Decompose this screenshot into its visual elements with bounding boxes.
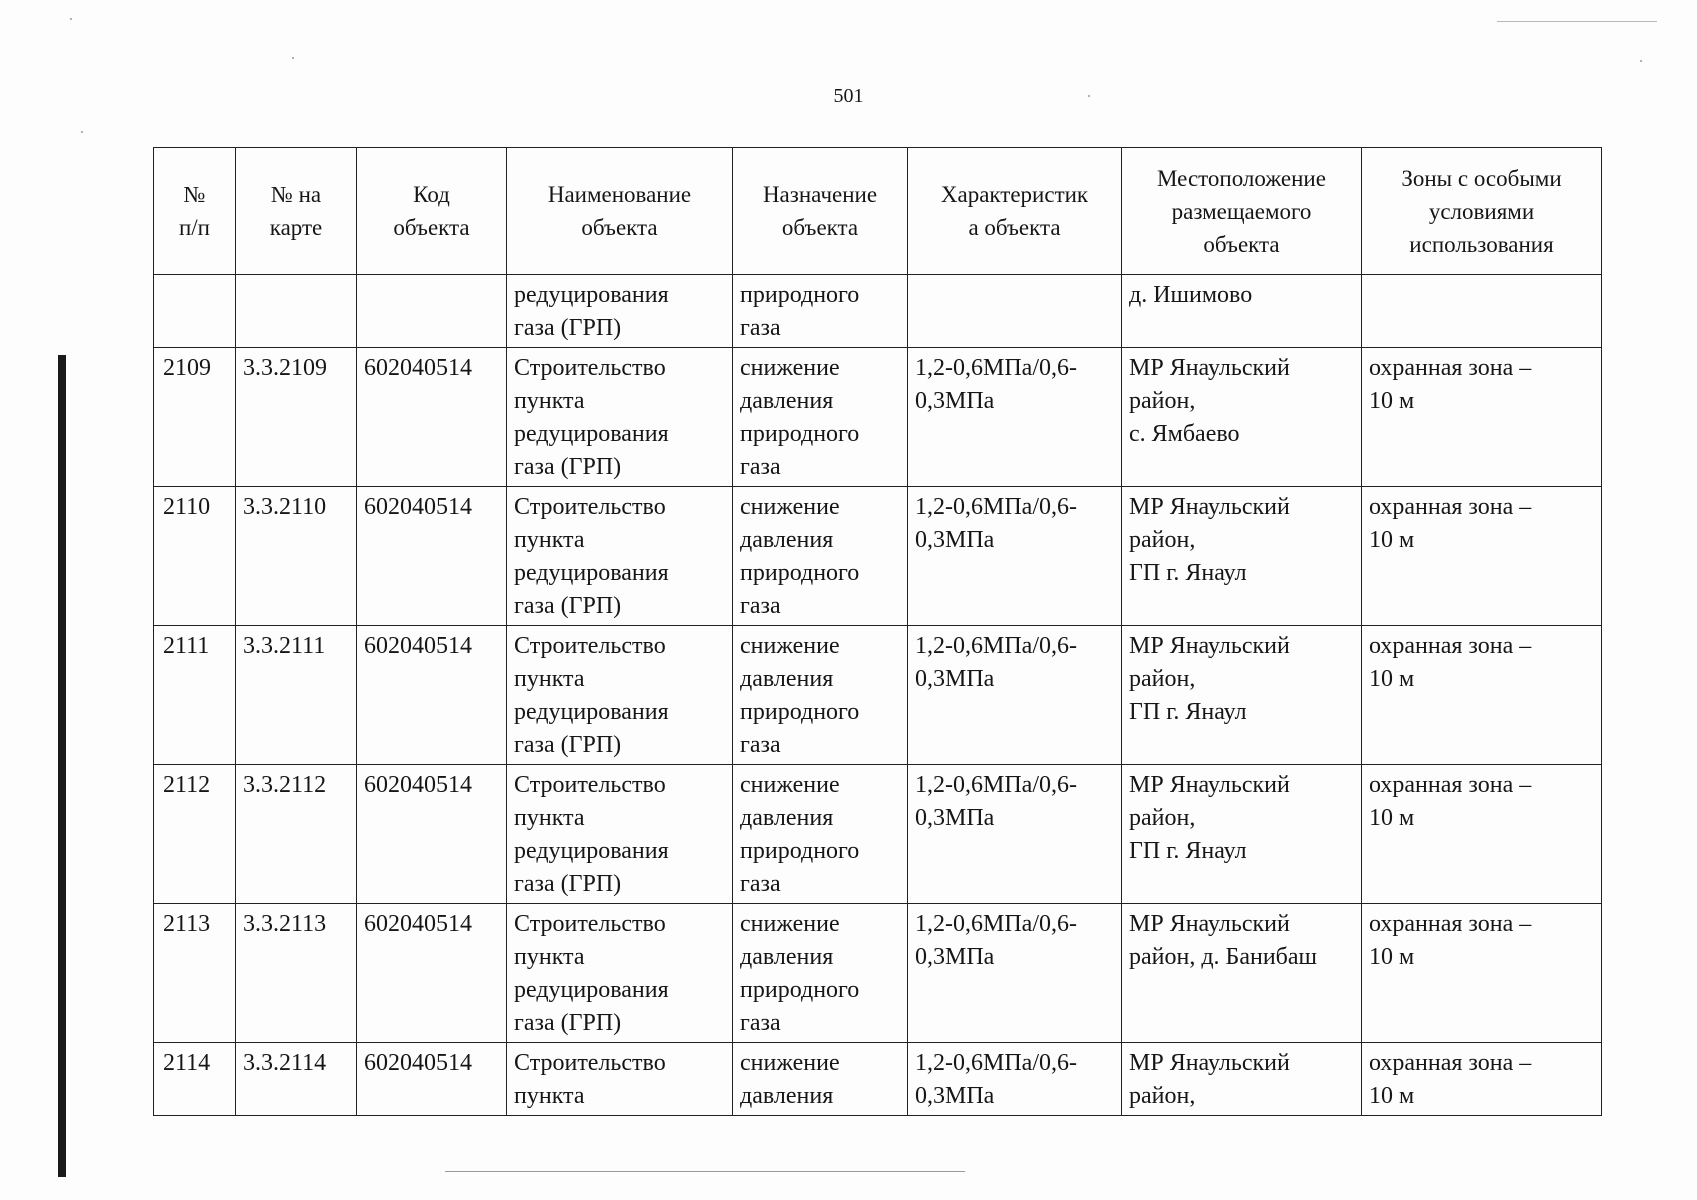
header-label: Наименование объекта <box>547 182 692 240</box>
special-zones-cell <box>1362 904 1602 1043</box>
row-number-cell <box>154 626 236 765</box>
object-name-cell <box>507 904 733 1043</box>
map-number-cell <box>236 626 357 765</box>
cell-text: 2112 <box>163 772 211 798</box>
scan-edge-shadow <box>58 355 66 1177</box>
scan-speck <box>1640 60 1642 62</box>
scan-speck <box>70 18 72 20</box>
object-purpose-cell <box>733 1043 908 1116</box>
cell-text: МР Янаульский район, д. Банибаш <box>1129 911 1318 970</box>
object-name-cell <box>507 765 733 904</box>
cell-text: охранная зона – 10 м <box>1369 1050 1532 1109</box>
cell-text: снижение давления природного газа <box>740 355 860 480</box>
object-code-cell <box>357 1043 507 1116</box>
object-purpose-cell <box>733 626 908 765</box>
cell-text: охранная зона – 10 м <box>1369 633 1532 692</box>
object-code-cell <box>357 487 507 626</box>
cell-text: редуцирования газа (ГРП) <box>514 282 669 341</box>
object-name-cell <box>507 275 733 348</box>
map-number-cell <box>236 904 357 1043</box>
cell-text: охранная зона – 10 м <box>1369 772 1532 831</box>
cell-text: 1,2-0,6МПа/0,6- 0,3МПа <box>915 772 1077 831</box>
table-row <box>154 904 1602 1043</box>
object-purpose-cell <box>733 487 908 626</box>
row-number-cell <box>154 348 236 487</box>
object-name-cell <box>507 1043 733 1116</box>
row-number-cell <box>154 487 236 626</box>
cell-text: Строительство пункта редуцирования газа (ГРП) <box>514 355 669 480</box>
map-number-cell <box>236 348 357 487</box>
cell-text: 3.3.2109 <box>243 355 327 381</box>
cell-text: 602040514 <box>364 494 472 520</box>
cell-text: снижение давления природного газа <box>740 772 860 897</box>
cell-text: МР Янаульский район, ГП г. Янаул <box>1129 494 1290 586</box>
cell-text: охранная зона – 10 м <box>1369 355 1532 414</box>
cell-text: МР Янаульский район, с. Ямбаево <box>1129 355 1290 447</box>
table-header-row <box>154 148 1602 275</box>
cell-text: Строительство пункта редуцирования газа (ГРП) <box>514 911 669 1036</box>
header-label: № п/п <box>178 182 210 240</box>
scan-artifact-line <box>445 1171 965 1172</box>
cell-text: д. Ишимово <box>1129 282 1253 308</box>
header-object-characteristics <box>908 148 1122 275</box>
object-purpose-cell <box>733 765 908 904</box>
cell-text: 602040514 <box>364 633 472 659</box>
cell-text: 602040514 <box>364 772 472 798</box>
row-number-cell <box>154 765 236 904</box>
cell-text: 3.3.2111 <box>243 633 326 659</box>
special-zones-cell <box>1362 275 1602 348</box>
map-number-cell <box>236 275 357 348</box>
scan-artifact-line <box>1497 21 1657 22</box>
object-characteristics-cell <box>908 487 1122 626</box>
cell-text: 1,2-0,6МПа/0,6- 0,3МПа <box>915 633 1077 692</box>
header-label: Характеристик а объекта <box>940 182 1089 240</box>
header-label: Код объекта <box>393 182 470 240</box>
special-zones-cell <box>1362 765 1602 904</box>
row-number-cell <box>154 1043 236 1116</box>
table-row <box>154 487 1602 626</box>
special-zones-cell <box>1362 348 1602 487</box>
special-zones-cell <box>1362 626 1602 765</box>
object-code-cell <box>357 626 507 765</box>
object-location-cell <box>1122 904 1362 1043</box>
cell-text: 2111 <box>163 633 210 659</box>
table-body <box>154 275 1602 1116</box>
cell-text: МР Янаульский район, ГП г. Янаул <box>1129 633 1290 725</box>
cell-text: 602040514 <box>364 1050 472 1076</box>
special-zones-cell <box>1362 1043 1602 1116</box>
object-characteristics-cell <box>908 348 1122 487</box>
cell-text: Строительство пункта редуцирования газа (ГРП) <box>514 494 669 619</box>
table-row <box>154 348 1602 487</box>
cell-text: 3.3.2113 <box>243 911 327 937</box>
table-row <box>154 275 1602 348</box>
object-characteristics-cell <box>908 275 1122 348</box>
cell-text: 1,2-0,6МПа/0,6- 0,3МПа <box>915 355 1077 414</box>
object-code-cell <box>357 904 507 1043</box>
cell-text: природного газа <box>740 282 860 341</box>
cell-text: снижение давления природного газа <box>740 633 860 758</box>
object-characteristics-cell <box>908 904 1122 1043</box>
header-label: № на карте <box>269 182 323 240</box>
table-row <box>154 1043 1602 1116</box>
header-special-zones <box>1362 148 1602 275</box>
cell-text: 2109 <box>163 355 211 381</box>
object-code-cell <box>357 765 507 904</box>
cell-text: охранная зона – 10 м <box>1369 494 1532 553</box>
object-location-cell <box>1122 1043 1362 1116</box>
object-purpose-cell <box>733 348 908 487</box>
object-location-cell <box>1122 275 1362 348</box>
object-code-cell <box>357 275 507 348</box>
object-code-cell <box>357 348 507 487</box>
cell-text: снижение давления природного газа <box>740 494 860 619</box>
cell-text: снижение давления природного газа <box>740 911 860 1036</box>
map-number-cell <box>236 765 357 904</box>
special-zones-cell <box>1362 487 1602 626</box>
object-purpose-cell <box>733 275 908 348</box>
cell-text: охранная зона – 10 м <box>1369 911 1532 970</box>
cell-text: Строительство пункта <box>514 1050 666 1109</box>
page-number: 501 <box>833 85 864 107</box>
table-row <box>154 765 1602 904</box>
scan-speck <box>81 131 83 133</box>
object-location-cell <box>1122 765 1362 904</box>
cell-text: 1,2-0,6МПа/0,6- 0,3МПа <box>915 1050 1077 1109</box>
header-object-code <box>357 148 507 275</box>
cell-text: 3.3.2114 <box>243 1050 327 1076</box>
header-object-location <box>1122 148 1362 275</box>
cell-text: МР Янаульский район, ГП г. Янаул <box>1129 772 1290 864</box>
cell-text: Строительство пункта редуцирования газа (ГРП) <box>514 772 669 897</box>
cell-text: 2110 <box>163 494 211 520</box>
cell-text: 602040514 <box>364 355 472 381</box>
object-location-cell <box>1122 626 1362 765</box>
object-name-cell <box>507 626 733 765</box>
object-purpose-cell <box>733 904 908 1043</box>
object-name-cell <box>507 348 733 487</box>
header-object-purpose <box>733 148 908 275</box>
objects-table <box>153 147 1602 1116</box>
scan-speck <box>292 57 294 59</box>
cell-text: МР Янаульский район, <box>1129 1050 1290 1109</box>
cell-text: Строительство пункта редуцирования газа (ГРП) <box>514 633 669 758</box>
object-characteristics-cell <box>908 765 1122 904</box>
cell-text: 1,2-0,6МПа/0,6- 0,3МПа <box>915 911 1077 970</box>
header-label: Назначение объекта <box>762 182 878 240</box>
header-label: Местоположение размещаемого объекта <box>1157 165 1326 257</box>
cell-text: 1,2-0,6МПа/0,6- 0,3МПа <box>915 494 1077 553</box>
map-number-cell <box>236 487 357 626</box>
cell-text: снижение давления <box>740 1050 840 1109</box>
header-label: Зоны с особыми условиями использования <box>1401 165 1562 257</box>
cell-text: 2113 <box>163 911 211 937</box>
cell-text: 3.3.2112 <box>243 772 327 798</box>
header-map-number <box>236 148 357 275</box>
object-name-cell <box>507 487 733 626</box>
cell-text: 2114 <box>163 1050 211 1076</box>
row-number-cell <box>154 275 236 348</box>
cell-text: 3.3.2110 <box>243 494 327 520</box>
cell-text: 602040514 <box>364 911 472 937</box>
object-location-cell <box>1122 487 1362 626</box>
object-characteristics-cell <box>908 626 1122 765</box>
header-row-number <box>154 148 236 275</box>
map-number-cell <box>236 1043 357 1116</box>
header-object-name <box>507 148 733 275</box>
table-row <box>154 626 1602 765</box>
row-number-cell <box>154 904 236 1043</box>
object-characteristics-cell <box>908 1043 1122 1116</box>
object-location-cell <box>1122 348 1362 487</box>
